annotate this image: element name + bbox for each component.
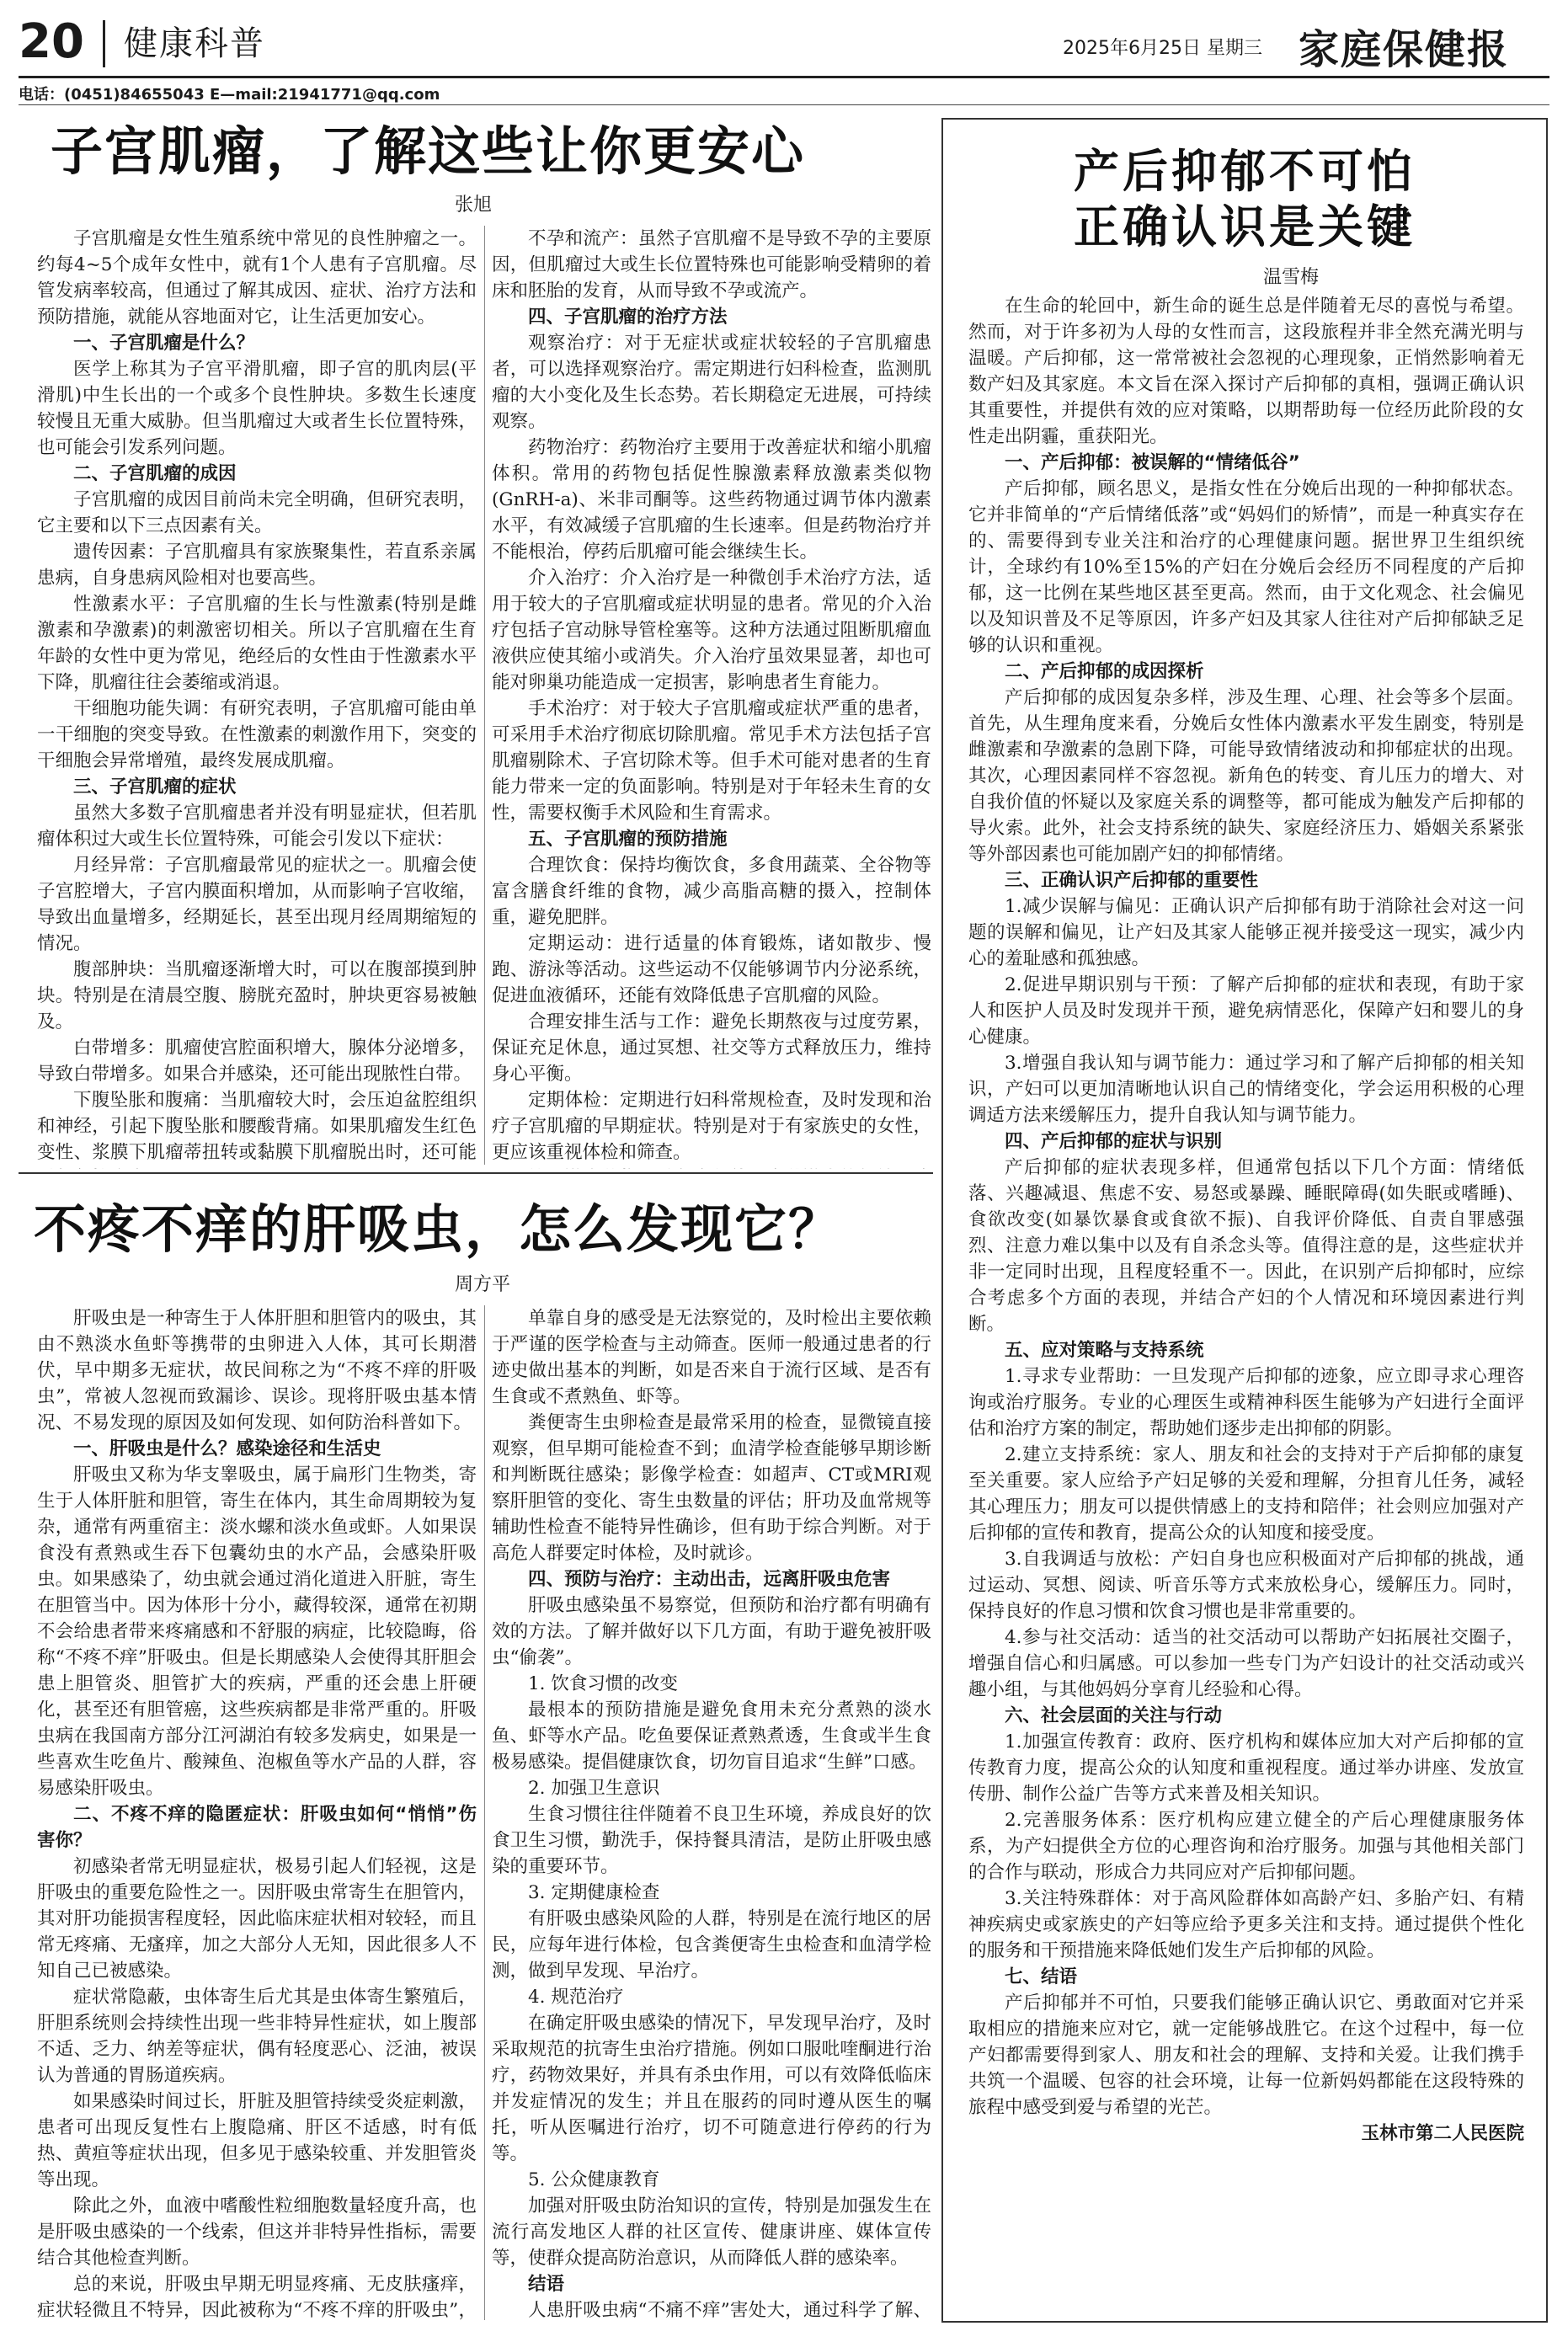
paragraph: 除此之外，血液中嗜酸性粒细胞数量轻度升高，也是肝吸虫感染的一个线索，但这并非特异性指标，需要结合其他检查判断。 [37,2195,477,2269]
section-heading: 三、子宫肌瘤的症状 [73,776,237,798]
article2-byline: 周方平 [455,1274,511,1295]
article2-column-2 [492,1305,931,2324]
paragraph: 人患肝吸虫病“不痛不痒”害处大，通过科学了解、 [528,2300,931,2321]
section-heading: 五、子宫肌瘤的预防措施 [528,829,728,850]
issue-date: 2025年6月25日 星期三 [1063,38,1262,59]
article1-byline: 张旭 [455,195,493,216]
article3-title-line2: 正确认识是关键 [1074,200,1416,253]
page-number: 20 [19,14,84,69]
paragraph: 最根本的预防措施是避免食用未充分煮熟的淡水鱼、虾等水产品。吃鱼要保证煮熟煮透，生食或半生食极易感染。提倡健康饮食，切勿盲目追求“生鲜”口感。 [492,1699,931,1773]
paragraph: 下腹坠胀和腹痛：当肌瘤较大时，会压迫盆腔组织和神经，引起下腹坠胀和腰酸背痛。如果肌瘤发生红色变性、浆膜下肌瘤蒂扭转或黏膜下肌瘤脱出时，还可能 [37,1090,477,1163]
paragraph: 2.完善服务体系：医疗机构应建立健全的产后心理健康服务体系，为产妇提供全方位的心理咨询和治疗服务。加强与其他相关部门的合作与联动，形成合力共同应对产后抑郁问题。 [968,1810,1524,1883]
paragraph: 合理饮食：保持均衡饮食，多食用蔬菜、全谷物等富含膳食纤维的食物，减少高脂高糖的摄入，控制体重，避免肥胖。 [492,855,931,928]
paragraph: 肝吸虫感染虽不易察觉，但预防和治疗都有明确有效的方法。了解并做好以下几方面，有助于避免被肝吸虫“偷袭”。 [492,1595,931,1668]
article2-title: 不疼不痒的肝吸虫，怎么发现它？ [34,1198,843,1260]
section-heading: 四、子宫肌瘤的治疗方法 [528,307,728,328]
paragraph: 2.促进早期识别与干预：了解产后抑郁的症状和表现，有助于家人和医护人员及时发现并干预，避免病情恶化，保障产妇和婴儿的身心健康。 [968,974,1524,1048]
paragraph: 1.寻求专业帮助：一旦发现产后抑郁的迹象，应立即寻求心理咨询或治疗服务。专业的心理医生或精神科医生能够为产妇进行全面评估和治疗方案的制定，帮助她们逐步走出抑郁的阴影。 [968,1366,1524,1439]
paragraph: 定期体检：定期进行妇科常规检查，及时发现和治疗子宫肌瘤的早期症状。特别是对于有家族史的女性，更应该重视体检和筛查。 [492,1090,931,1163]
article1-column-2 [492,226,931,1169]
contact-line: 电话：(0451)84655043 E—mail:21941771@qq.com [19,86,440,104]
paragraph: 4.参与社交活动：适当的社交活动可以帮助产妇拓展社交圈子，增强自信心和归属感。可以参加一些专门为产妇设计的社交活动或兴趣小组，与其他妈妈分享育儿经验和心得。 [968,1627,1524,1700]
section-heading: 四、产后抑郁的症状与识别 [1005,1131,1223,1152]
article1-column-1 [37,226,477,1169]
section-heading: 五、应对策略与支持系统 [1005,1340,1204,1361]
paragraph: 子宫肌瘤的成因目前尚未完全明确，但研究表明，它主要和以下三点因素有关。 [37,489,477,536]
section-heading: 七、结语 [1005,1966,1078,1987]
paragraph: 介入治疗：介入治疗是一种微创手术治疗方法，适用于较大的子宫肌瘤或症状明显的患者。常见的介入治疗包括子宫动脉导管栓塞等。这种方法通过阻断肌瘤血液供应使其缩小或消失。介入治疗虽效果显著，却也可能对卵巢功能造成一定损害，影响患者生育能力。 [492,568,931,693]
article1-title: 子宫肌瘤，了解这些让你更安心 [51,120,806,182]
section-heading: 结语 [528,2274,565,2295]
masthead [19,15,1549,74]
paragraph: 在确定肝吸虫感染的情况下，早发现早治疗，及时采取规范的抗寄生虫治疗措施。例如口服吡喹酮进行治疗，药物效果好，并具有杀虫作用，可以有效降低临床并发症情况的发生；并且在服药的同时遵从医生的嘱托，听从医嘱进行治疗，切不可随意进行停药的行为等。 [492,2013,931,2164]
paragraph: 生食习惯往往伴随着不良卫生环境，养成良好的饮食卫生习惯，勤洗手，保持餐具清洁，是防止肝吸虫感染的重要环节。 [492,1804,931,1877]
paragraph: 有肝吸虫感染风险的人群，特别是在流行地区的居民，应每年进行体检，包含粪便寄生虫检查和血清学检测，做到早发现、早治疗。 [492,1908,931,1982]
section-heading: 二、子宫肌瘤的成因 [73,463,237,484]
article3-title-line1: 产后抑郁不可怕 [1074,144,1416,198]
paragraph: 不孕和流产：虽然子宫肌瘤不是导致不孕的主要原因，但肌瘤过大或生长位置特殊也可能影响受精卵的着床和胚胎的发育，从而导致不孕或流产。 [492,228,931,301]
paragraph [492,1166,931,1169]
paragraph: 初感染者常无明显症状，极易引起人们轻视，这是肝吸虫的重要危险性之一。因肝吸虫常寄生在胆管内，其对肝功能损害程度轻，因此临床症状相对较轻，而且常无疼痛、无瘙痒，加之大部分人无知，因此很多人不知自己已被感染。 [37,1856,477,1982]
paragraph: 产后抑郁并不可怕，只要我们能够正确认识它、勇敢面对它并采取相应的措施来应对它，就一定能够战胜它。在这个过程中，每一位产妇都需要得到家人、朋友和社会的理解、支持和关爱。让我们携手共筑一个温暖、包容的社会环境，让每一位新妈妈都能在这段特殊的旅程中感受到爱与希望的光芒。 [968,1993,1524,2118]
paragraph: 粪便寄生虫卵检查是最常采用的检查，显微镜直接观察，但早期可能检查不到；血清学检查能够早期诊断和判断既往感染；影像学检查：如超声、CT或MRI观察肝胆管的变化、寄生虫数量的评估；肝功及血常规等辅助性检查不能特异性确诊，但有助于综合判断。对于高危人群要定时体检，及时就诊。 [492,1412,931,1564]
article2-column-1 [37,1305,477,2324]
paragraph: 月经异常：子宫肌瘤最常见的症状之一。肌瘤会使子宫腔增大，子宫内膜面积增加，从而影响子宫收缩，导致出血量增多，经期延长，甚至出现月经周期缩短的情况。 [37,855,477,954]
author-affiliation: 玉林市第二人民医院 [1361,2123,1524,2144]
article2-column-divider [484,1305,485,2320]
section-heading: 一、子宫肌瘤是什么？ [73,333,255,354]
section-heading: 六、社会层面的关注与行动 [1005,1705,1223,1726]
article3-body [968,293,1524,2314]
paragraph: 合理安排生活与工作：避免长期熬夜与过度劳累，保证充足休息，通过冥想、社交等方式释放压力，维持身心平衡。 [492,1011,931,1085]
paragraph: 1.减少误解与偏见：正确认识产后抑郁有助于消除社会对这一问题的误解和偏见，让产妇及其家人能够正视并接受这一现实，减少内心的羞耻感和孤独感。 [968,896,1524,969]
section-heading: 一、产后抑郁：被误解的“情绪低谷” [1005,452,1300,473]
contact-rule [19,104,1549,105]
paragraph: 症状常隐蔽，虫体寄生后尤其是虫体寄生繁殖后，肝胆系统则会持续性出现一些非特异性症状，如上腹部不适、乏力、纳差等症状，偶有轻度恶心、泛油，被误认为普通的胃肠道疾病。 [37,1987,477,2086]
paragraph: 遗传因素：子宫肌瘤具有家族聚集性，若直系亲属患病，自身患病风险相对也要高些。 [37,541,477,589]
paragraph: 产后抑郁的成因复杂多样，涉及生理、心理、社会等多个层面。首先，从生理角度来看，分娩后女性体内激素水平发生剧变，特别是雌激素和孕激素的急剧下降，可能导致情绪波动和抑郁症状的出现。其次，心理因素同样不容忽视。新角色的转变、育儿压力的增大、对自我价值的怀疑以及家庭关系的调整等，都可能成为触发产后抑郁的导火索。此外，社会支持系统的缺失、家庭经济压力、婚姻关系紧张等外部因素也可能加剧产妇的抑郁情绪。 [968,687,1524,865]
paragraph: 手术治疗：对于较大子宫肌瘤或症状严重的患者，可采用手术治疗彻底切除肌瘤。常见手术方法包括子宫肌瘤剔除术、子宫切除术等。但手术可能对患者的生育能力带来一定的负面影响。特别是对于年轻未生育的女性，需要权衡手术风险和生育需求。 [492,698,931,824]
paragraph: 加强对肝吸虫防治知识的宣传，特别是加强发生在流行高发地区人群的社区宣传、健康讲座、媒体宣传等，使群众提高防治意识，从而降低人群的感染率。 [492,2195,931,2269]
paragraph: 2.建立支持系统：家人、朋友和社会的支持对于产后抑郁的康复至关重要。家人应给予产妇足够的关爱和理解，分担育儿任务，减轻其心理压力；朋友可以提供情感上的支持和陪伴；社会则应加强对产后抑郁的宣传和教育，提高公众的认知度和接受度。 [968,1444,1524,1544]
subheading: 1. 饮食习惯的改变 [528,1673,678,1694]
newspaper-name: 家庭保健报 [1299,26,1510,73]
paragraph: 白带增多：肌瘤使宫腔面积增大，腺体分泌增多，导致白带增多。如果合并感染，还可能出现脓性白带。 [37,1038,477,1085]
paragraph: 单靠自身的感受是无法察觉的，及时检出主要依赖于严谨的医学检查与主动筛查。医师一般通过患者的行迹史做出基本的判断，如是否来自于流行区域、是否有生食或不煮熟鱼、虾等。 [492,1308,931,1407]
section-heading: 二、产后抑郁的成因探析 [1005,661,1204,682]
paragraph: 产后抑郁的症状表现多样，但通常包括以下几个方面：情绪低落、兴趣减退、焦虑不安、易怒或暴躁、睡眠障碍(如失眠或嗜睡)、食欲改变(如暴饮暴食或食欲不振)、自我评价降低、自责自罪感强烈、注意力难以集中以及有自杀念头等。值得注意的是，这些症状并非一定同时出现，且程度轻重不一。因此，在识别产后抑郁时，应综合考虑多个方面的表现，并结合产妇的个人情况和环境因素进行判断。 [968,1157,1524,1335]
paragraph: 性激素水平：子宫肌瘤的生长与性激素(特别是雌激素和孕激素)的刺激密切相关。所以子宫肌瘤在生育年龄的女性中更为常见，绝经后的女性由于性激素水平下降，肌瘤往往会萎缩或消退。 [37,594,477,693]
subheading: 2. 加强卫生意识 [528,1778,660,1799]
paragraph: 药物治疗：药物治疗主要用于改善症状和缩小肌瘤体积。常用的药物包括促性腺激素释放激素类似物(GnRH-a)、米非司酮等。这些药物通过调节体内激素水平，有效减缓子宫肌瘤的生长速率。但是药物治疗并不能根治，停药后肌瘤可能会继续生长。 [492,437,931,563]
section-heading: 一、肝吸虫是什么？感染途径和生活史 [73,1438,381,1459]
subheading: 5. 公众健康教育 [528,2169,660,2190]
article-separator [19,1172,933,1174]
subheading: 4. 规范治疗 [528,1987,624,2008]
section-title: 健康科普 [124,24,265,63]
paragraph: 3.关注特殊群体：对于高风险群体如高龄产妇、多胎产妇、有精神疾病史或家族史的产妇等应给予更多关注和支持。通过提供个性化的服务和干预措施来降低她们发生产后抑郁的风险。 [968,1888,1524,1961]
article1-column-divider [484,226,485,1165]
subheading: 3. 定期健康检查 [528,1882,660,1903]
paragraph: 定期运动：进行适量的体育锻炼，诸如散步、慢跑、游泳等活动。这些运动不仅能够调节内分泌系统，促进血液循环，还能有效降低患子宫肌瘤的风险。 [492,933,931,1006]
paragraph: 1.加强宣传教育：政府、医疗机构和媒体应加大对产后抑郁的宣传教育力度，提高公众的认知度和重视程度。通过举办讲座、发放宣传册、制作公益广告等方式来普及相关知识。 [968,1731,1524,1805]
paragraph: 子宫肌瘤是女性生殖系统中常见的良性肿瘤之一。约每4~5个成年女性中，就有1个人患有子宫肌瘤。尽管发病率较高，但通过了解其成因、症状、治疗方法和预防措施，就能从容地面对它，让生活更加安心。 [37,228,477,328]
paragraph: 干细胞功能失调：有研究表明，子宫肌瘤可能由单一干细胞的突变导致。在性激素的刺激作用下，突变的干细胞会异常增殖，最终发展成肌瘤。 [37,698,477,771]
paragraph: 腹部肿块：当肌瘤逐渐增大时，可以在腹部摸到肿块。特别是在清晨空腹、膀胱充盈时，肿块更容易被触及。 [37,959,477,1032]
paragraph: 肝吸虫是一种寄生于人体肝胆和胆管内的吸虫，其由不熟淡水鱼虾等携带的虫卵进入人体，其可长期潜伏，早中期多无症状，故民间称之为“不疼不痒的肝吸虫”，常被人忽视而致漏诊、误诊。现将肝吸虫基本情况、不易发现的原因及如何发现、如何防治科普如下。 [37,1308,477,1433]
section-heading: 二、不疼不痒的隐匿症状：肝吸虫如何“悄悄”伤害你？ [37,1804,477,1851]
paragraph: 肝吸虫又称为华支睾吸虫，属于扁形门生物类，寄生于人体肝脏和胆管，寄生在体内，其生命周期较为复杂，通常有两重宿主：淡水螺和淡水鱼或虾。人如果误食没有煮熟或生吞下包囊幼虫的水产品，会感染肝吸虫。如果感染了，幼虫就会通过消化道进入肝脏，寄生在胆管当中。因为体形十分小，藏得较深，通常在初期不会给患者带来疼痛感和不舒服的病症，比较隐晦，俗称“不疼不痒”肝吸虫。但是长期感染人会使得其肝胆会患上胆管炎、胆管扩大的疾病，严重的还会患上肝硬化，甚至还有胆管癌，这些疾病都是非常严重的。肝吸虫病在我国南方部分江河湖泊有较多发病史，如果是一些喜欢生吃鱼片、酸辣鱼、泡椒鱼等水产品的人群，容易感染肝吸虫。 [37,1464,477,1799]
paragraph: 3.自我调适与放松：产妇自身也应积极面对产后抑郁的挑战，通过运动、冥想、阅读、听音乐等方式来放松身心，缓解压力。同时，保持良好的作息习惯和饮食习惯也是非常重要的。 [968,1549,1524,1622]
masthead-rule [19,76,1549,78]
paragraph: 观察治疗：对于无症状或症状较轻的子宫肌瘤患者，可以选择观察治疗。需定期进行妇科检查，监测肌瘤的大小变化及生长态势。若长期稳定无进展，可持续观察。 [492,333,931,432]
masthead-divider [103,20,105,67]
paragraph: 如果感染时间过长，肝脏及胆管持续受炎症刺激，患者可出现反复性右上腹隐痛、肝区不适感，时有低热、黄疸等症状出现，但多见于感染较重、并发胆管炎等出现。 [37,2091,477,2190]
paragraph: 医学上称其为子宫平滑肌瘤，即子宫的肌肉层(平滑肌)中生长出的一个或多个良性肿块。多数生长速度较慢且无重大威胁。但当肌瘤过大或者生长位置特殊，也可能会引发系列问题。 [37,359,477,458]
article3-byline: 温雪梅 [1263,267,1320,288]
paragraph: 总的来说，肝吸虫早期无明显疼痛、无皮肤瘙痒，症状轻微且不特异，因此被称为“不疼不痒的肝吸虫”， [37,2274,477,2321]
paragraph: 虽然大多数子宫肌瘤患者并没有明显症状，但若肌瘤体积过大或生长位置特殊，可能会引发以下症状： [37,803,477,850]
paragraph: 3.增强自我认知与调节能力：通过学习和了解产后抑郁的相关知识，产妇可以更加清晰地认识自己的情绪变化，学会运用积极的心理调适方法来缓解压力，提升自我认知与调节能力。 [968,1053,1524,1126]
section-heading: 三、正确认识产后抑郁的重要性 [1005,870,1259,891]
paragraph: 产后抑郁，顾名思义，是指女性在分娩后出现的一种抑郁状态。它并非简单的“产后情绪低落”或“妈妈们的矫情”，而是一种真实存在的、需要得到专业关注和治疗的心理健康问题。据世界卫生组织统计，全球约有10%至15%的产妇在分娩后会经历不同程度的产后抑郁，这一比例在某些地区甚至更高。然而，由于文化观念、社会偏见以及知识普及不足等原因，许多产妇及其家人往往对产后抑郁缺乏足够的认识和重视。 [968,478,1524,656]
paragraph: 在生命的轮回中，新生命的诞生总是伴随着无尽的喜悦与希望。然而，对于许多初为人母的女性而言，这段旅程并非全然充满光明与温暖。产后抑郁，这一常常被社会忽视的心理现象，正悄然影响着无数产妇及其家庭。本文旨在深入探讨产后抑郁的真相，强调正确认识其重要性，并提供有效的应对策略，以期帮助每一位经历此阶段的女性走出阴霾，重获阳光。 [968,296,1524,447]
section-heading: 四、预防与治疗：主动出击，远离肝吸虫危害 [528,1569,891,1590]
